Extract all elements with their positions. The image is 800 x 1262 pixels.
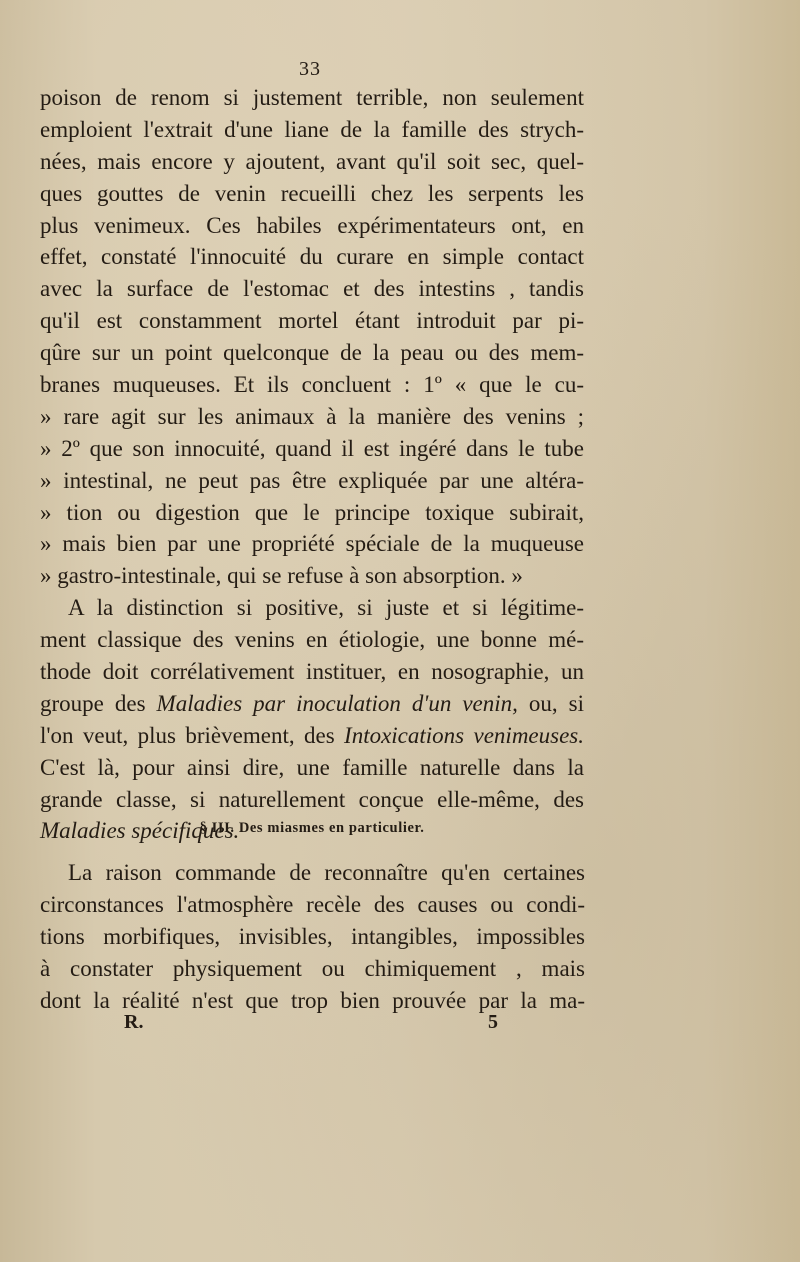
text-line: tions morbifiques, invisibles, intangibles, impossibles bbox=[40, 923, 585, 949]
text-line bbox=[40, 688, 584, 720]
text-span: l'on veut, plus brièvement, des bbox=[40, 722, 345, 748]
text-line: A la distinction si positive, si juste et si légitime- bbox=[68, 595, 584, 621]
text-line: qûre sur un point quelconque de la peau ou des mem- bbox=[40, 340, 584, 366]
signature-mark: R. bbox=[124, 1011, 144, 1033]
text-line: ques gouttes de venin recueilli chez les serpents les bbox=[40, 180, 584, 206]
page-footer bbox=[0, 1011, 800, 1041]
text-line: branes muqueuses. Et ils concluent : 1º « que le cu- bbox=[40, 372, 584, 398]
italic-title: Maladies spécifiques. bbox=[40, 818, 240, 844]
text-line: poison de renom si justement terrible, non seulement bbox=[40, 85, 584, 110]
text-line: qu'il est constamment mortel étant introduit par pi- bbox=[40, 308, 584, 334]
paragraph-3 bbox=[40, 857, 585, 1016]
text-line: emploient l'extrait d'une liane de la famille des strych- bbox=[40, 116, 584, 142]
text-line: La raison commande de reconnaître qu'en certaines bbox=[68, 860, 585, 885]
text-line: plus venimeux. Ces habiles expérimentateurs ont, en bbox=[40, 212, 584, 238]
paragraph-1 bbox=[40, 82, 584, 847]
text-line: circonstances l'atmosphère recèle des causes ou condi- bbox=[40, 891, 585, 917]
text-line: nées, mais encore y ajoutent, avant qu'il soit sec, quel- bbox=[40, 148, 584, 174]
text-line: effet, constaté l'innocuité du curare en simple contact bbox=[40, 244, 584, 270]
text-line: thode doit corrélativement instituer, en nosographie, un bbox=[40, 659, 584, 685]
sheet-number: 5 bbox=[488, 1011, 498, 1033]
text-line: » 2º que son innocuité, quand il est ingéré dans le tube bbox=[40, 435, 584, 461]
text-line: » tion ou digestion que le principe toxique subirait, bbox=[40, 499, 584, 525]
text-line: » intestinal, ne peut pas être expliquée par une altéra- bbox=[40, 467, 584, 493]
italic-title: Maladies par inoculation d'un venin, bbox=[156, 690, 518, 716]
text-line: » rare agit sur les animaux à la manière des venins ; bbox=[40, 403, 584, 429]
text-span: ou, si bbox=[517, 690, 585, 716]
text-line: » gastro-intestinale, qui se refuse à son absorption. » bbox=[40, 563, 523, 589]
text-line: à constater physiquement ou chimiquement , mais bbox=[40, 955, 585, 981]
italic-title: Intoxications venimeuses. bbox=[344, 722, 584, 748]
text-span: groupe des bbox=[40, 690, 157, 716]
text-line: avec la surface de l'estomac et des intestins , tandis bbox=[40, 276, 584, 302]
text-line: » mais bien par une propriété spéciale de la muqueuse bbox=[40, 531, 584, 557]
text-line: dont la réalité n'est que trop bien prouvée par la ma- bbox=[40, 987, 585, 1013]
section-heading: § III. Des miasmes en particulier. bbox=[199, 820, 425, 836]
text-line bbox=[40, 720, 584, 752]
text-line: ment classique des venins en étiologie, une bonne mé- bbox=[40, 627, 584, 653]
text-line: C'est là, pour ainsi dire, une famille naturelle dans la bbox=[40, 754, 584, 780]
text-line: grande classe, si naturellement conçue elle-même, des bbox=[40, 786, 584, 812]
page-number: 33 bbox=[299, 58, 321, 80]
